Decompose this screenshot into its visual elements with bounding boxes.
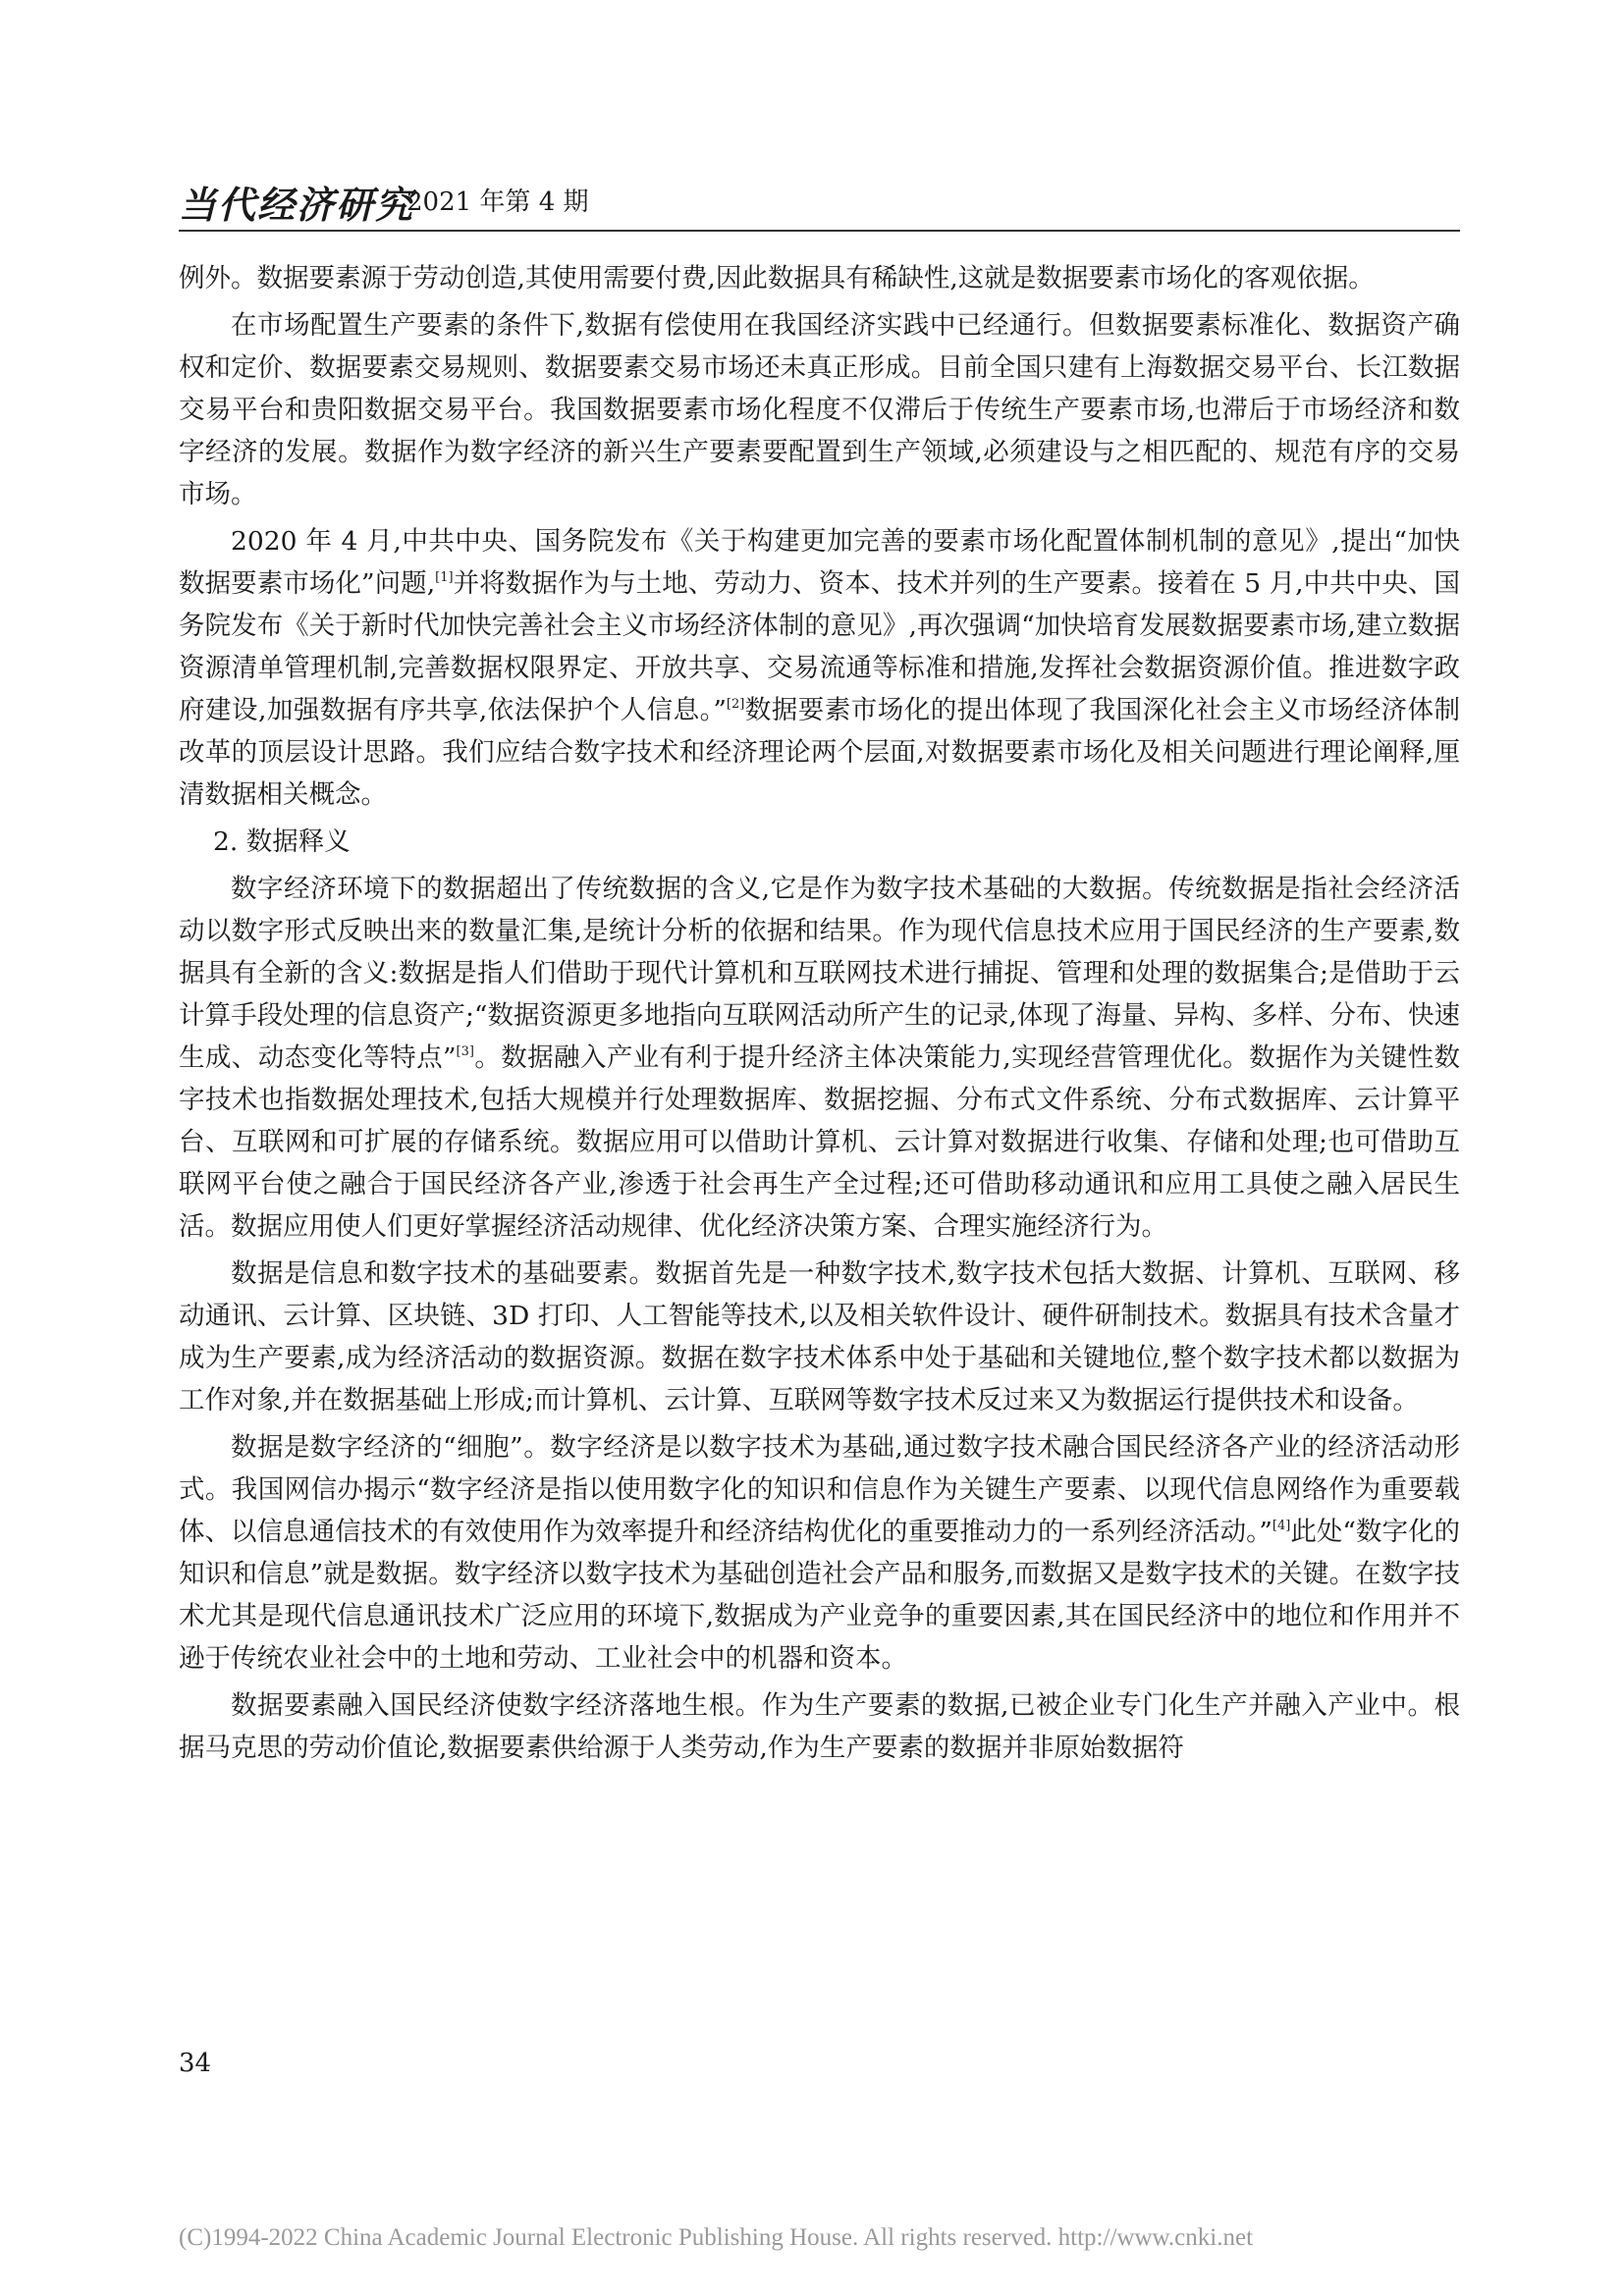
journal-name: 当代经济研究: [179, 183, 415, 227]
paragraph-text: 并将数据作为与土地、劳动力、资本、技术并列的生产要素。接着在 5 月,中共中央、国务院发布《关于新时代加快完善社会主义市场经济体制的意见》,再次强调“加快培育发展数据要素市场,建立数据资源清单管理机制,完善数据权限界定、开放共享、交易流通等标准和措施,发挥社会数据资源价值。推进数字政府建设,加强数据有序共享,依法保护个人信息。”: [179, 568, 1460, 725]
running-header: [179, 173, 1460, 227]
reference-marker[interactable]: [3]: [456, 1044, 474, 1059]
paragraph: [179, 1253, 1460, 1421]
header-rule: [179, 230, 1460, 232]
paragraph: [179, 868, 1460, 1248]
section-heading: 2. 数据释义: [213, 827, 351, 857]
paragraph-text: 例外。数据要素源于劳动创造,其使用需要付费,因此数据具有稀缺性,这就是数据要素市场化的客观依据。: [179, 263, 1375, 294]
reference-marker[interactable]: [4]: [1272, 1519, 1291, 1533]
paragraph-text: 2020 年 4 月,中共中央、国务院发布《关于构建更加完善的要素市场化配置体制机制的意见》,提出“加快数据要素市场化”问题,: [179, 526, 1460, 599]
paragraph: [179, 520, 1460, 816]
paragraph-text: 数据是信息和数字技术的基础要素。数据首先是一种数字技术,数字技术包括大数据、计算机、互联网、移动通讯、云计算、区块链、3D 打印、人工智能等技术,以及相关软件设计、硬件研制技术。数据具有技术含量才成为生产要素,成为经济活动的数据资源。数据在数字技术体系中处于基础和关键地位,整个数字技术都以数据为工作对象,并在数据基础上形成;而计算机、云计算、互联网等数字技术反过来又为数据运行提供技术和设备。: [179, 1258, 1460, 1415]
paragraph: [179, 257, 1460, 299]
paragraph-text: 数字经济环境下的数据超出了传统数据的含义,它是作为数字技术基础的大数据。传统数据是指社会经济活动以数字形式反映出来的数量汇集,是统计分析的依据和结果。作为现代信息技术应用于国民经济的生产要素,数据具有全新的含义:数据是指人们借助于现代计算机和互联网技术进行捕捉、管理和处理的数据集合;是借助于云计算手段处理的信息资产;“数据资源更多地指向互联网活动所产生的记录,体现了海量、异构、多样、分布、快速生成、动态变化等特点”: [179, 874, 1460, 1073]
issue-label: 2021 年第 4 期: [406, 187, 589, 217]
paragraph-text: 数据要素融入国民经济使数字经济落地生根。作为生产要素的数据,已被企业专门化生产并融入产业中。根据马克思的劳动价值论,数据要素供给源于人类劳动,作为生产要素的数据并非原始数据符: [179, 1690, 1460, 1763]
page-number: 34: [179, 2049, 212, 2078]
paragraph: [179, 304, 1460, 515]
paragraph-text: 。数据融入产业有利于提升经济主体决策能力,实现经营管理优化。数据作为关键性数字技术也指数据处理技术,包括大规模并行处理数据库、数据挖掘、分布式文件系统、分布式数据库、云计算平台、互联网和可扩展的存储系统。数据应用可以借助计算机、云计算对数据进行收集、存储和处理;也可借助互联网平台使之融合于国民经济各产业,渗透于社会再生产全过程;还可借助移动通讯和应用工具使之融入居民生活。数据应用使人们更好掌握经济活动规律、优化经济决策方案、合理实施经济行为。: [179, 1042, 1460, 1242]
paragraph-text: 在市场配置生产要素的条件下,数据有偿使用在我国经济实践中已经通行。但数据要素标准化、数据资产确权和定价、数据要素交易规则、数据要素交易市场还未真正形成。目前全国只建有上海数据交易平台、长江数据交易平台和贵阳数据交易平台。我国数据要素市场化程度不仅滞后于传统生产要素市场,也滞后于市场经济和数字经济的发展。数据作为数字经济的新兴生产要素要配置到生产领域,必须建设与之相匹配的、规范有序的交易市场。: [179, 310, 1460, 509]
paragraph: [179, 1684, 1460, 1769]
reference-marker[interactable]: [1]: [435, 570, 454, 585]
reference-marker[interactable]: [2]: [726, 697, 745, 712]
paragraph-text: 数据要素市场化的提出体现了我国深化社会主义市场经济体制改革的顶层设计思路。我们应结合数字技术和经济理论两个层面,对数据要素市场化及相关问题进行理论阐释,厘清数据相关概念。: [179, 695, 1460, 810]
copyright-footer: (C)1994-2022 China Academic Journal Electronic Publishing House. All rights reserved. http://www.cnki.net: [179, 2224, 1254, 2251]
paragraph: [179, 1426, 1460, 1680]
paragraph-text: 此处“数字化的知识和信息”就是数据。数字经济以数字技术为基础创造社会产品和服务,而数据又是数字技术的关键。在数字技术尤其是现代信息通讯技术广泛应用的环境下,数据成为产业竞争的重要因素,其在国民经济中的地位和作用并不逊于传统农业社会中的土地和劳动、工业社会中的机器和资本。: [179, 1517, 1460, 1674]
article-body: [179, 257, 1460, 1774]
paragraph-text: 数据是数字经济的“细胞”。数字经济是以数字技术为基础,通过数字技术融合国民经济各产业的经济活动形式。我国网信办揭示“数字经济是指以使用数字化的知识和信息作为关键生产要素、以现代信息网络作为重要载体、以信息通信技术的有效使用作为效率提升和经济结构优化的重要推动力的一系列经济活动。”: [179, 1432, 1460, 1547]
